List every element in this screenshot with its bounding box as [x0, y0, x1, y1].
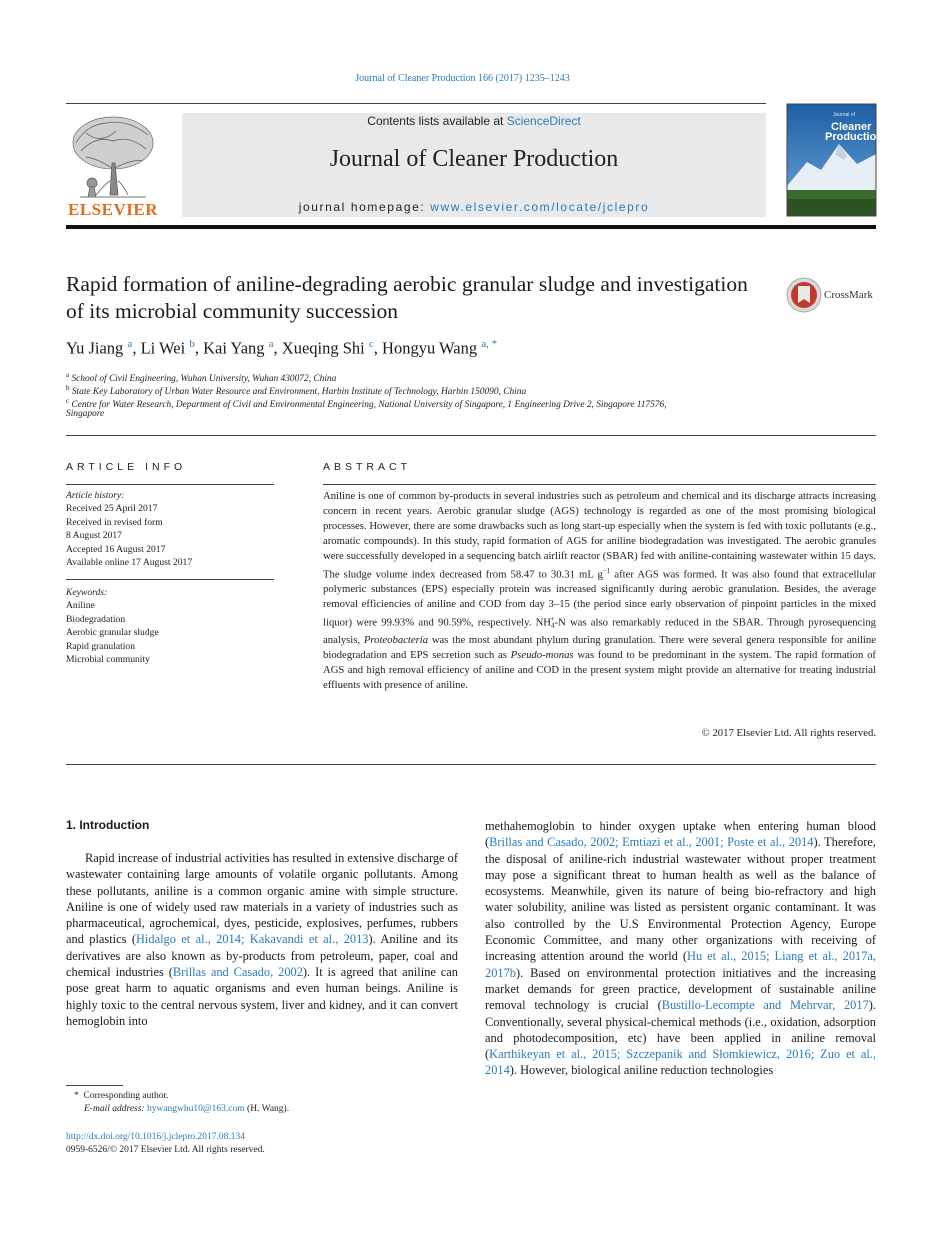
- keywords-rule: [66, 579, 274, 580]
- body-column-left: [66, 850, 458, 1029]
- header-thick-rule: [66, 225, 876, 229]
- affiliation-marker: c: [66, 397, 70, 405]
- abstract-text: -N was also remarkably reduced in the SBAR. Through pyrosequencing analysis,: [323, 616, 877, 647]
- ammonium-subscript: 4: [551, 621, 555, 630]
- author-name: Xueqing Shi: [281, 338, 365, 358]
- email-suffix: (H. Wang).: [244, 1104, 290, 1114]
- homepage-prefix: journal homepage:: [298, 200, 431, 214]
- crossmark-button[interactable]: [786, 278, 876, 312]
- body-text: Rapid increase of industrial activities has resulted in extensive discharge of wastewater containing large amounts of volatile organic pollutants. Among these pollutants, aniline is a common organic amine with simple structure. Aniline is one of widely used raw materials in a variety of industries such as pharmaceutical, agrochemical, dyes, pesticide, explosives, perfumes, rubbers and plastics (: [66, 851, 458, 947]
- affiliation-marker: a: [66, 371, 70, 379]
- doi-link[interactable]: http://dx.doi.org/10.1016/j.jclepro.2017.08.134: [66, 1132, 245, 1142]
- corresponding-author-footnote: [66, 1090, 466, 1116]
- author-affiliation-marker[interactable]: c: [368, 338, 374, 350]
- keywords-list: [66, 586, 276, 666]
- abstract-taxon: Pseudo-monas: [510, 649, 574, 662]
- article-title: Rapid formation of aniline-degrading aerobic granular sludge and investigation of its microbial community succession: [66, 272, 748, 323]
- issn-copyright: 0959-6526/© 2017 Elsevier Ltd. All rights reserved.: [66, 1145, 265, 1155]
- section-heading-introduction: 1. Introduction: [66, 818, 150, 832]
- author-affiliation-marker[interactable]: a, *: [481, 338, 498, 350]
- affiliation-marker: b: [66, 384, 70, 392]
- journal-cover-image: [787, 104, 884, 216]
- history-item: Available online 17 August 2017: [66, 557, 193, 569]
- svg-text:Cleaner: Cleaner: [831, 121, 872, 133]
- body-paragraph: [485, 818, 876, 1079]
- article-info-rule: [66, 484, 274, 485]
- abstract-copyright: © 2017 Elsevier Ltd. All rights reserved.: [701, 727, 876, 739]
- history-item: Received 25 April 2017: [66, 503, 158, 515]
- body-paragraph: [66, 850, 458, 1029]
- abstract-text: Aniline is one of common by-products in several industries such as petroleum and chemical and its discharge attracts increasing concern in recent years. Aerobic granular sludge (AGS) technology is regarded as one of the most promising biological processes. However, there are some drawbacks such as long start-up especially when the system is fed with toxic pollutants (e.g., aromatic compounds). In this study, rapid formation of AGS for aniline biodegradation was investigated. The aerobic granules were successfully developed in a sequencing batch airlift reactor (SBAR) fed with aniline-containing wastewater within 15 days. The sludge volume index decreased from 58.47 to 30.31 mL g: [323, 490, 876, 581]
- abstract-body: [323, 489, 876, 693]
- affiliation-text: School of Civil Engineering, Wuhan University, Wuhan 430072, China: [71, 374, 337, 385]
- cover-journal-of: Journal of: [833, 112, 855, 118]
- ammonium-superscript: +: [550, 614, 555, 623]
- author-name: Yu Jiang: [66, 338, 124, 358]
- history-item: Received in revised form: [66, 516, 163, 528]
- header-top-rule: [66, 103, 766, 104]
- history-item: 8 August 2017: [66, 530, 122, 542]
- footnote-line: [66, 1090, 466, 1103]
- keyword-item: Aniline: [66, 600, 95, 612]
- email-label: E-mail address:: [84, 1104, 145, 1114]
- keyword-item: Microbial community: [66, 654, 150, 666]
- citation-link[interactable]: Bustillo-Lecompte and Mehrvar, 2017: [661, 998, 869, 1013]
- abstract-taxon: Proteobacteria: [363, 634, 429, 647]
- citation-link[interactable]: Karthikeyan et al., 2015; Szczepanik and Słomkiewicz, 2016; Zuo et al., 2014: [485, 1047, 876, 1078]
- journal-name: Journal of Cleaner Production: [329, 146, 619, 172]
- author-affiliation-marker[interactable]: b: [189, 338, 195, 350]
- footnote-text: Corresponding author.: [83, 1091, 169, 1101]
- affiliation-c-continued: [66, 408, 766, 421]
- author-affiliation-marker[interactable]: a: [268, 338, 274, 350]
- footnote-star: *: [74, 1091, 79, 1101]
- body-text: ). Based on environmental protection initiatives and the increasing market demands for green practice, development of sustainable aniline removal technology is crucial (: [485, 965, 876, 1013]
- elsevier-wordmark: ELSEVIER: [68, 200, 158, 219]
- footnote-email-line: [66, 1103, 466, 1116]
- journal-homepage-line: [182, 200, 766, 214]
- article-history: [66, 489, 276, 569]
- keyword-item: Rapid granulation: [66, 640, 136, 652]
- email-link[interactable]: hywangwhu10@163.com: [146, 1104, 245, 1114]
- body-text: ). It is agreed that aniline can pose great harm to aquatic organisms and even human beings. Aniline is highly toxic to the central nervous system, liver and kidney, and it can convert hemoglobin into: [66, 965, 458, 1028]
- citation-link[interactable]: Hidalgo et al., 2014; Kakavandi et al., 2013: [135, 932, 369, 947]
- affiliation-text: Centre for Water Research, Department of Civil and Environmental Engineering, National University of Singapore, 1 Engineering Drive 2, Singapore 117576,: [71, 400, 667, 411]
- journal-homepage-link[interactable]: www.elsevier.com/locate/jclepro: [430, 200, 650, 214]
- abstract-heading: ABSTRACT: [323, 461, 412, 473]
- crossmark-label: CrossMark: [824, 289, 873, 301]
- abstract-superscript: −1: [602, 566, 611, 575]
- body-text: ). Therefore, the disposal of aniline-rich industrial wastewater without proper treatment may pose a significant threat to human health as well as the balance of ecosystems. Meanwhile, given its nature of being bio-refractory and high water solubility, aniline was listed as persistent organic contaminant. It was also controlled by the U.S Environmental Protection Agency, Europe Economic Committee, and many other organizations with receiving of increasing attention around the world (: [485, 835, 876, 964]
- abstract-text: after AGS was formed. It was also found that extracellular polymeric substances (EPS) especially protein was increased significantly during aerobic granulation. Besides, the average removal efficiencies of aniline and COD from day 3–15 (the period since early observation of pinpoint particles in the mixed liquor) were 99.93% and 90.59%, respectively. NH: [323, 568, 876, 629]
- author-list: Yu Jiang $^a$, Li Wei $^b$, Kai Yang $^a$, Xueqing Shi $^c$, Hongyu Wang $^{a, *}$: [66, 338, 498, 358]
- contents-prefix: Contents lists available at: [367, 114, 507, 128]
- author-name: Kai Yang: [203, 338, 265, 358]
- abstract-text: was found to be predominant in the system. The rapid formation of AGS and high removal efficiency of aniline and COD in the present system might provide an alternative for treating industrial effluents with presence of aniline.: [323, 649, 876, 691]
- citation-link[interactable]: Brillas and Casado, 2002; Emtiazi et al., 2001; Poste et al., 2014: [489, 835, 814, 850]
- keyword-item: Aerobic granular sludge: [66, 627, 159, 639]
- crossmark-icon: [786, 277, 822, 313]
- article-info-heading: ARTICLE INFO: [66, 461, 187, 473]
- body-text: ). Conventionally, several physical-chemical methods (i.e., oxidation, adsorption and photodecomposition, etc) have been applied in aniline removal (: [485, 998, 876, 1062]
- affiliations-rule: [66, 435, 876, 436]
- contents-availability-line: [182, 114, 766, 128]
- abstract-text: was the most abundant phylum during granulation. There were several genera responsible for aniline biodegradation and EPS secretion such as: [323, 634, 876, 662]
- body-text: ). Aniline and its derivatives are also known as by-products from petroleum, paper, coal and chemical industries (: [66, 932, 458, 980]
- body-column-right: [485, 818, 876, 1079]
- footnote-rule: [66, 1085, 123, 1086]
- affiliation-text: Singapore: [66, 409, 105, 419]
- journal-citation-link[interactable]: Journal of Cleaner Production 166 (2017) 1235–1243: [355, 73, 570, 84]
- article-history-label: Article history:: [66, 490, 125, 501]
- citation-link[interactable]: Brillas and Casado, 2002: [172, 965, 303, 980]
- body-text: methahemoglobin to hinder oxygen uptake when entering human blood (: [485, 819, 876, 850]
- keywords-label: Keywords:: [66, 587, 108, 598]
- author-affiliation-marker[interactable]: a: [127, 338, 133, 350]
- author-name: Hongyu Wang: [382, 338, 478, 358]
- keyword-item: Biodegradation: [66, 613, 126, 625]
- author-name: Li Wei: [140, 338, 186, 358]
- abstract-rule: [323, 484, 876, 485]
- svg-text:Production: Production: [825, 131, 884, 143]
- citation-link[interactable]: Hu et al., 2015; Liang et al., 2017a, 2017b: [485, 949, 876, 980]
- sciencedirect-link[interactable]: ScienceDirect: [506, 114, 581, 128]
- body-text: ). However, biological aniline reduction technologies: [509, 1063, 774, 1078]
- affiliation-text: State Key Laboratory of Urban Water Resource and Environment, Harbin Institute of Technology, Harbin 150090, China: [71, 387, 527, 398]
- abstract-bottom-rule: [66, 764, 876, 765]
- history-item: Accepted 16 August 2017: [66, 543, 166, 555]
